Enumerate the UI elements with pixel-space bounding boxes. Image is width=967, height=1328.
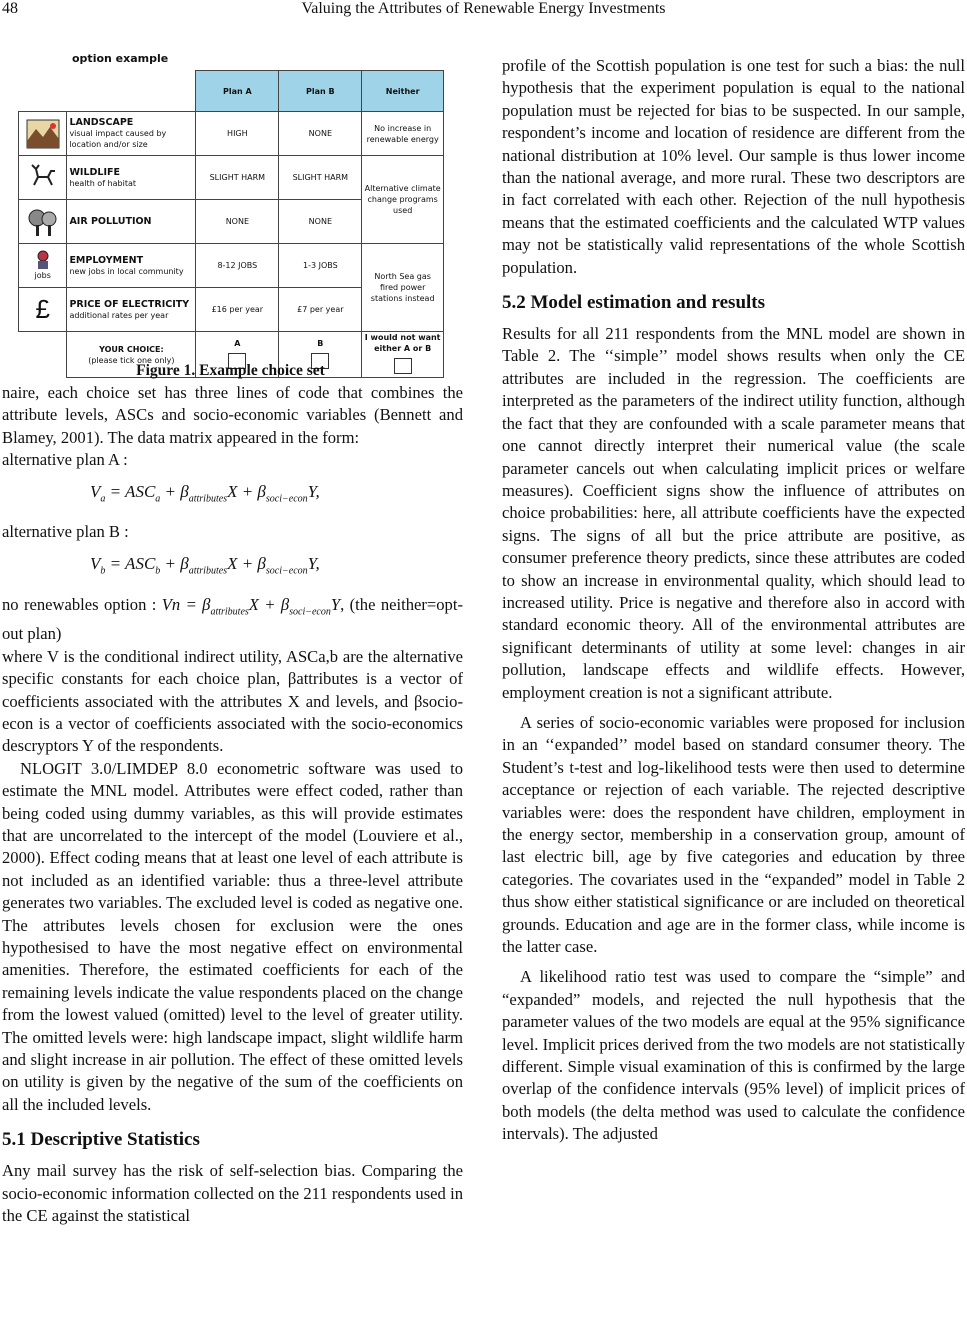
paragraph: Results for all 211 respondents from the MNL model are shown in Table 2. The ‘‘simple’’ model shows results when only the CE attributes are included in the regression. The coefficients are interpreted as the parameters of the indirect utility function, although the fact that they are confounded with a scale parameter means that one cannot directly interpret their numerical value (the scale parameter cancels out when calculating implicit prices or welfare measures). Coefficient signs show the influence of attributes on choice probabilities: here, all attribute coefficients have the expected signs. The signs of all but the price attribute are positive, as consumer preference theory predicts, since these attributes are coded to show an increase in environmental quality, which should lead to increased utility. Price is negative and therefore also in accord with standard economic theory. All of the environmental attributes are significant determinants of utility at some level: changes in air pollution, landscape effects and wildlife effects. However, employment creation is not a significant attribute. <box>502 324 965 702</box>
page-header <box>0 0 967 22</box>
plan-b-value: £7 per year <box>279 288 362 332</box>
choice-neither: I would not want either A or B <box>362 332 444 378</box>
choice-a: A <box>196 332 279 378</box>
jobs-icon: jobs <box>19 244 67 288</box>
plan-b-value: 1-3 JOBS <box>279 244 362 288</box>
paragraph: A likelihood ratio test was used to compare the “simple” and “expanded” models, and rejected the null hypothesis that the parameter values of the two models are equal at the 95% significance level. Implicit prices derived from the two models are not statistically different. Simple visual examination of this is confirmed by the large overlap of the confidence intervals (95% level) of implicit prices of both models (the delta method was used to calculate the confidence intervals). The adjusted <box>502 967 965 1144</box>
choice-set-figure <box>18 52 444 365</box>
attr-landscape: LANDSCAPE visual impact caused by location and/or size <box>67 112 196 156</box>
plan-b-label: alternative plan B : <box>2 522 129 542</box>
attr-air-pollution: AIR POLLUTION <box>67 200 196 244</box>
paragraph: A series of socio-economic variables were proposed for inclusion in an ‘‘expanded’’ model based on standard consumer theory. The Student’s t-test and log-likelihood tests were then used to determine acceptance or rejection of each variable. The rejected descriptive variables were: does the respondent have children, employment in the energy sector, membership in a conservation group, amount of last electric bill, age by five categories and education by three categories. The covariates used in the “expanded” model in Table 2 thus show either statistical significance or are included on theoretical grounds. Education and age are in the former class, while income is the latter case. <box>502 712 965 957</box>
running-title: Valuing the Attributes of Renewable Energy Investments <box>301 0 666 17</box>
attr-employment: EMPLOYMENT new jobs in local community <box>67 244 196 288</box>
plan-b-value: NONE <box>279 200 362 244</box>
plan-a-label: alternative plan A : <box>2 450 128 470</box>
plan-a-header: Plan A <box>196 71 279 112</box>
right-column <box>502 55 965 1146</box>
equation-plan-a: $V_a = ASC_a + \beta_{attributes}X + \beta_{soci-econ}Y$, <box>90 481 320 505</box>
landscape-icon <box>19 112 67 156</box>
paragraph: Any mail survey has the risk of self-selection bias. Comparing the socio-economic information collected on the 211 respondents used in the CE against the statistical <box>2 1161 463 1226</box>
pound-icon: £ <box>19 288 67 332</box>
plan-a-value: £16 per year <box>196 288 279 332</box>
figure-caption: Figure 1. Example choice set <box>136 362 325 379</box>
page-number: 48 <box>2 0 18 17</box>
your-choice-label: YOUR CHOICE: (please tick one only) <box>67 332 196 378</box>
neither-text: Alternative climate change programs used <box>362 156 444 244</box>
plan-a-value: SLIGHT HARM <box>196 156 279 200</box>
paragraph: NLOGIT 3.0/LIMDEP 8.0 econometric software was used to estimate the MNL model. Attributes were effect coded, rather than being coded using dummy variables, as this will provide estimates that are uncorrelated to the intercept of the model (Louviere et al., 2000). Effect coding means that at least one level of each attribute is not included as an identified variable: thus a three-level attribute generates two variables. The excluded level is coded as negative one. The attributes levels chosen for exclusion were the ones hypothesised to have the most negative effect on environmental amenities. Therefore, the estimated coefficients for each of the remaining levels indicate the value respondents placed on the change from the lowest valued (omitted) level to the level of greater utility. The omitted levels were: high landscape impact, slight wildlife harm and slight increase in air pollution. The effect of these omitted levels on utility is given by the negative of the sum of the coefficients on all the included levels. <box>2 758 463 1114</box>
section-heading: 5.1 Descriptive Statistics <box>2 1129 200 1151</box>
attr-price: PRICE OF ELECTRICITY additional rates per year <box>67 288 196 332</box>
neither-text: North Sea gas fired power stations instead <box>362 244 444 332</box>
paragraph: where V is the conditional indirect utility, ASCa,b are the alternative specific constants for each choice plan, βattributes is a vector of coefficients associated with the attributes X and levels, and βsocio-econ is a vector of coefficients associated with the socio-economics descryptors Y of the respondents. <box>2 646 463 756</box>
equation-plan-b: $V_b = ASC_b + \beta_{attributes}X + \beta_{soci-econ}Y$, <box>90 553 320 577</box>
left-column <box>2 382 463 1228</box>
paragraph: profile of the Scottish population is one test for such a bias: the null hypothesis that the experiment population is equal to the national population must be rejected for bias to be suspected. In our sample, respondent’s income and location of residence are different from the national distribution at 10% level. Our sample is thus lower income than the national average, and more rural. These two descriptors are in fact correlated with each other. Rejection of the null hypothesis means that the estimated coefficients and the calculated WTP values may not be statistically valid representations of the whole Scottish population. <box>502 56 965 277</box>
plan-a-value: NONE <box>196 200 279 244</box>
plan-a-value: HIGH <box>196 112 279 156</box>
trees-icon <box>19 200 67 244</box>
section-heading: 5.2 Model estimation and results <box>502 292 766 314</box>
deer-icon <box>19 156 67 200</box>
plan-b-value: NONE <box>279 112 362 156</box>
plan-b-value: SLIGHT HARM <box>279 156 362 200</box>
no-renewables-line: no renewables option : $Vn = \beta_{attributes}X + \beta_{soci-econ}Y$, (the neither=opt-out plan) <box>2 594 463 644</box>
neither-text: No increase in renewable energy <box>362 112 444 156</box>
choice-set-table <box>18 70 444 378</box>
choice-b: B <box>279 332 362 378</box>
plan-b-header: Plan B <box>279 71 362 112</box>
attr-wildlife: WILDLIFE health of habitat <box>67 156 196 200</box>
figure-title: option example <box>72 52 169 65</box>
neither-header: Neither <box>362 71 444 112</box>
paragraph: naire, each choice set has three lines of code that combines the attribute levels, ASCs and socio-economic variables (Bennett and Blamey, 2001). The data matrix appeared in the form: <box>2 383 463 447</box>
plan-a-value: 8-12 JOBS <box>196 244 279 288</box>
